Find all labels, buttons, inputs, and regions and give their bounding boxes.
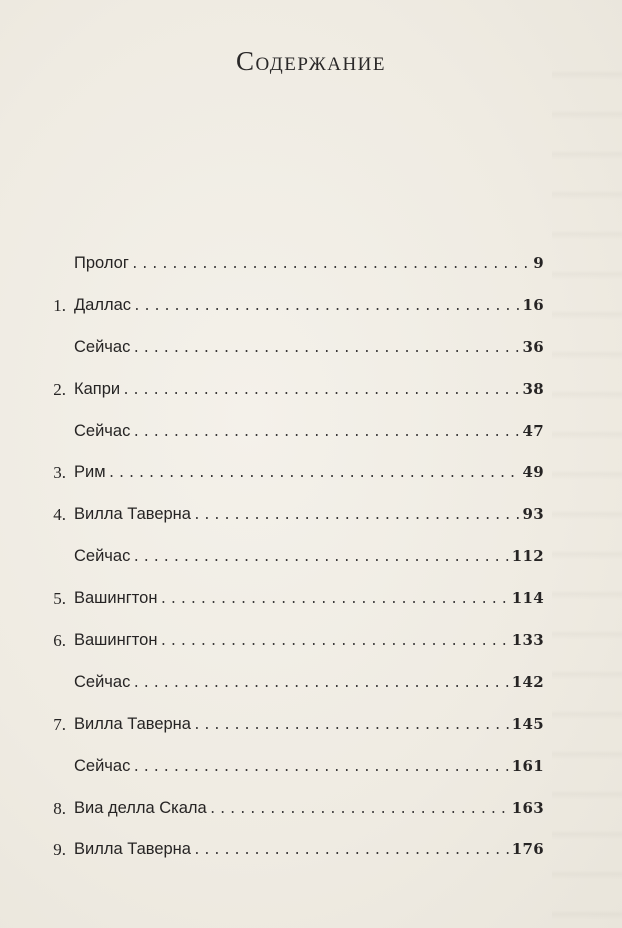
toc-entry-number: 9.	[53, 840, 66, 860]
toc-entry-label: Сейчас	[74, 337, 131, 356]
toc-entry-number: 3.	[53, 463, 66, 483]
leader-dots	[132, 341, 519, 356]
toc-entry-5	[44, 455, 544, 497]
show-through-texture	[552, 40, 622, 920]
toc-entry-page: 176	[511, 840, 544, 859]
leader-dots	[132, 425, 519, 440]
leader-dots	[193, 843, 509, 858]
toc-entry-number: 1.	[53, 295, 66, 315]
toc-entry-label: Капри	[74, 379, 121, 398]
toc-entry-13	[44, 791, 544, 833]
leader-dots	[132, 676, 508, 691]
toc-entry-page: 114	[511, 589, 544, 608]
toc-entry-7	[44, 539, 544, 581]
toc-entry-page: 93	[522, 505, 544, 524]
leader-dots	[159, 592, 508, 607]
toc-entry-label: Виа делла Скала	[74, 798, 207, 817]
table-of-contents	[44, 246, 544, 874]
toc-entry-page: 163	[511, 798, 544, 817]
toc-entry-number: 8.	[53, 798, 66, 818]
leader-dots	[193, 718, 509, 733]
toc-entry-page: 47	[522, 421, 544, 440]
toc-entry-1	[44, 288, 544, 330]
toc-entry-10	[44, 665, 544, 707]
toc-entry-number: 5.	[53, 589, 66, 609]
toc-entry-2	[44, 330, 544, 372]
toc-entry-4	[44, 414, 544, 456]
toc-entry-label: Рим	[74, 463, 106, 482]
toc-entry-page: 9	[533, 254, 544, 272]
toc-entry-page: 145	[511, 714, 544, 733]
toc-entry-number: 7.	[53, 714, 66, 734]
toc-entry-label: Вилла Таверна	[74, 714, 191, 733]
toc-entry-label: Вашингтон	[74, 589, 158, 608]
toc-entry-0	[44, 246, 544, 288]
toc-entry-6	[44, 497, 544, 539]
toc-entry-label: Вилла Таверна	[74, 505, 191, 524]
leader-dots	[132, 550, 508, 565]
toc-entry-page: 142	[511, 672, 544, 691]
leader-dots	[132, 760, 508, 775]
toc-entry-page: 49	[522, 463, 544, 482]
toc-entry-label: Пролог	[74, 254, 129, 272]
page-title: Содержание	[235, 46, 387, 76]
toc-entry-number: 6.	[53, 631, 66, 651]
toc-entry-9	[44, 623, 544, 665]
toc-entry-page: 16	[522, 295, 544, 314]
leader-dots	[122, 383, 519, 398]
toc-entry-8	[44, 581, 544, 623]
toc-entry-page: 36	[522, 337, 544, 356]
toc-entry-page: 38	[522, 379, 544, 398]
toc-entry-12	[44, 749, 544, 791]
toc-entry-label: Даллас	[74, 295, 132, 314]
toc-entry-14	[44, 832, 544, 874]
toc-entry-label: Вилла Таверна	[74, 840, 191, 859]
toc-entry-label: Сейчас	[74, 672, 131, 691]
toc-entry-11	[44, 707, 544, 749]
leader-dots	[108, 466, 520, 481]
toc-entry-page: 161	[511, 756, 544, 775]
toc-entry-number: 4.	[53, 505, 66, 525]
toc-entry-number: 2.	[53, 379, 66, 399]
toc-entry-label: Сейчас	[74, 421, 131, 440]
toc-entry-label: Сейчас	[74, 547, 131, 566]
leader-dots	[133, 299, 519, 314]
leader-dots	[209, 802, 509, 817]
leader-dots	[193, 508, 520, 523]
leader-dots	[131, 257, 530, 272]
toc-entry-label: Сейчас	[74, 756, 131, 775]
toc-entry-label: Вашингтон	[74, 631, 158, 650]
toc-entry-page: 133	[511, 631, 544, 650]
toc-entry-page: 112	[511, 547, 544, 566]
toc-entry-3	[44, 372, 544, 414]
leader-dots	[159, 634, 508, 649]
